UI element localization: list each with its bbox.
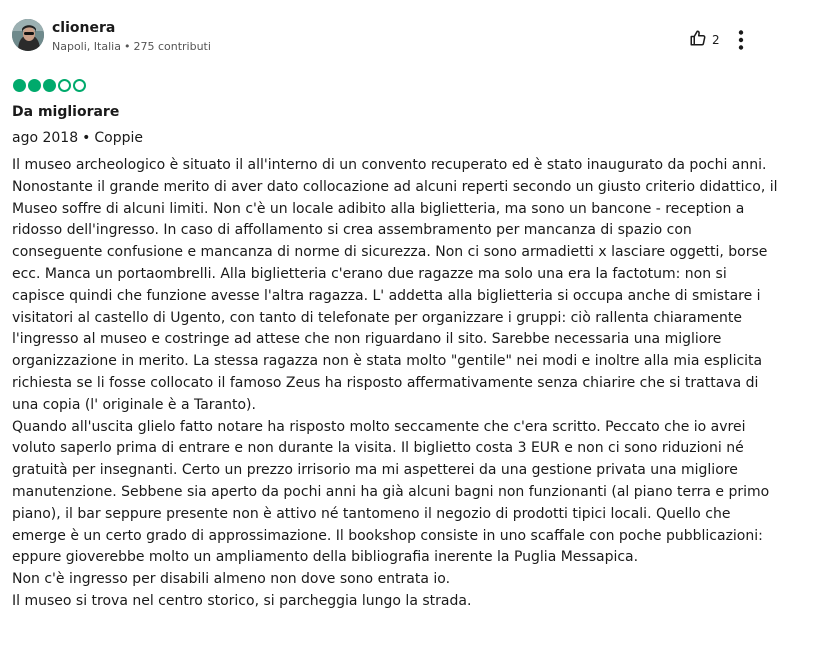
review-paragraph: Nonostante il grande merito di aver dato collocazione ad alcuni reperti secondo un giusto criterio didattico, il Museo soffre di alcuni limiti. Non c'è un locale adibito alla biglietteria, ma sono un bancone - reception a ridosso dell'ingresso. In caso di affollamento si crea assembramento per mancanza di spazio con conseguente confusione e mancanza di norme di sicurezza. Non ci sono armadietti x lasciare oggetti, borse ecc. Manca un portaombrelli. Alla biglietteria c'erano due ragazze ma solo una era la factotum: non si capisce quindi che funzione avesse l'altra ragazza. L' addetta alla biglietteria si occupa anche di smistare i visitatori al castello di Ugento, con tanto di telefonate per organizzare i gruppi: ciò rallenta chiaramente l'ingresso al museo e costringe ad attese che non riguardano il sito. Sarebbe necessaria una migliore organizzazione in merito. La stessa ragazza non è stata molto "gentile" nei modi e inoltre alla mia esplicita richiesta se li fosse collocato il famoso Zeus ha risposto affermativamente senza chiarire che si trattava di una copia (l' originale è a Taranto). [12,178,778,413]
user-location: Napoli, Italia [52,40,121,53]
review-paragraph: Il museo si trova nel centro storico, si parcheggia lungo la strada. [12,592,472,609]
rating-bubbles [13,79,86,92]
rating-bubble-full [28,79,41,92]
rating-bubble-empty [73,79,86,92]
review-title[interactable]: Da migliorare [12,104,120,120]
rating-bubble-empty [58,79,71,92]
user-meta [52,40,211,54]
helpful-count: 2 [712,33,720,47]
rating-bubble-full [13,79,26,92]
more-options-button[interactable] [734,29,748,51]
username[interactable]: clionera [52,20,116,36]
meta-separator: • [123,40,131,53]
review-paragraph: Non c'è ingresso per disabili almeno non dove sono entrata io. [12,571,451,588]
more-options-icon [734,36,748,55]
review-header [12,19,802,59]
review-body [12,155,782,613]
helpful-vote-button[interactable] [689,29,720,51]
thumbs-up-icon [689,29,707,51]
avatar-image [12,19,44,51]
trip-date: ago 2018 [12,130,79,146]
avatar[interactable] [12,19,44,51]
trip-type: Coppie [94,130,144,146]
trip-separator: • [82,130,91,146]
trip-info [12,129,143,147]
rating-bubble-full [43,79,56,92]
review-paragraph: Quando all'uscita glielo fatto notare ha risposto molto seccamente che c'era scritto. Peccato che io avrei voluto saperlo prima di entrare e non durante la visita. Il biglietto costa 3 EUR e non ci sono riduzioni né gratuità per insegnanti. Certo un prezzo irrisorio ma mi aspetterei da una gestione privata una migliore manutenzione. Sebbene sia aperto da pochi anni ha già alcuni bagni non funzionanti (al piano terra e primo piano), il bar seppure presente non è attivo né tantomeno il negozio di prodotti tipici locali. Quello che emerge è un certo grado di approssimazione. Il bookshop consiste in uno scaffale con poche pubblicazioni: eppure gioverebbe molto un ampliamento della bibliografia inerente la Puglia Messapica. [12,418,770,566]
review-paragraph: Il museo archeologico è situato il all'interno di un convento recuperato ed è stato inaugurato da pochi anni. [12,157,767,173]
user-contributions: 275 contributi [133,40,211,53]
